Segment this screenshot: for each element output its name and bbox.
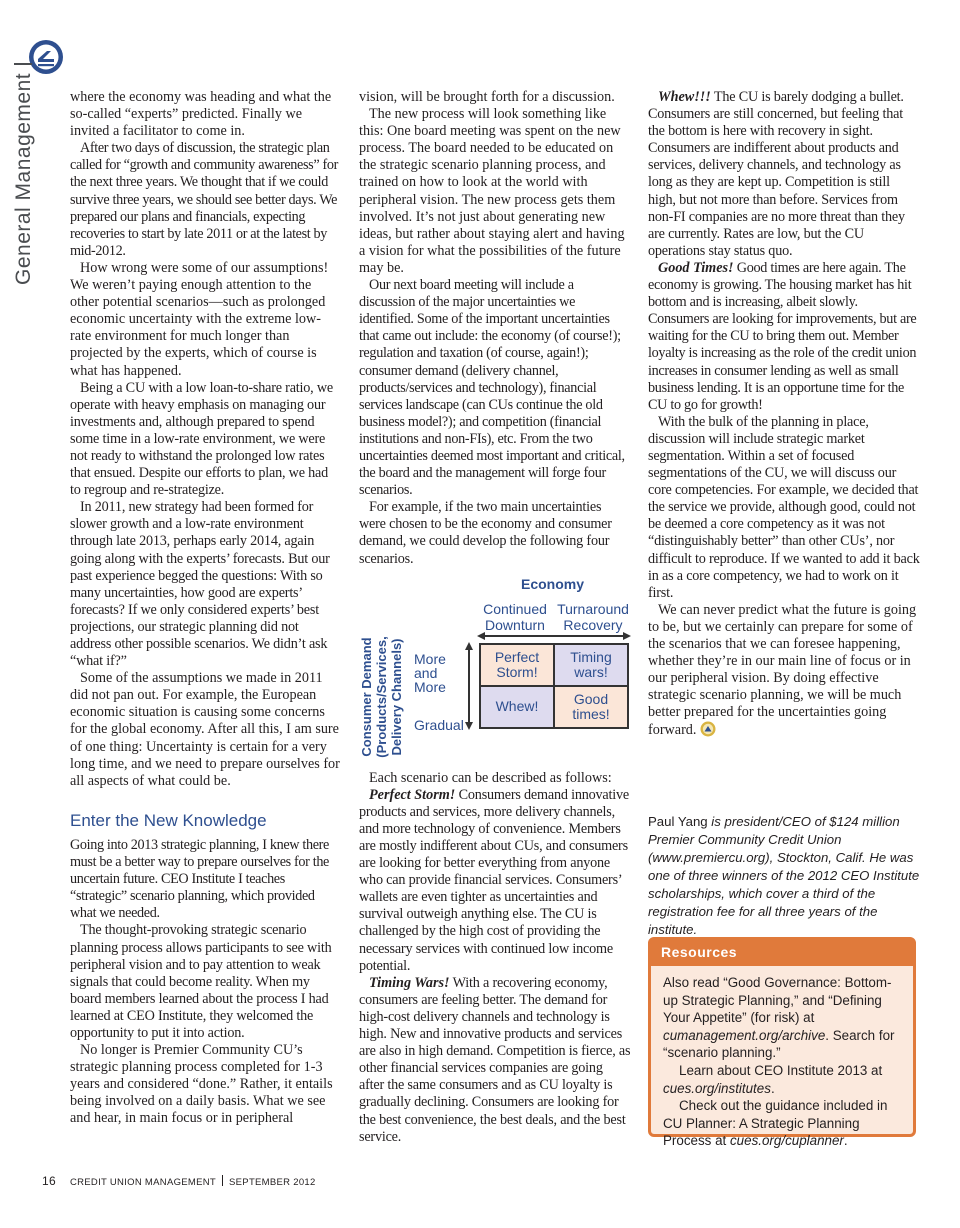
paragraph: The thought-provoking strategic scenario planning process allows participants to see with peripheral vision and to pay attention to weak signals that could become reality. When my board members learned about the process I had learned at CEO Institute, they welcomed the opportunity to put it into action. (70, 922, 332, 1041)
column-2 (359, 89, 631, 1146)
paragraph: vision, will be brought forth for a discussion. (359, 89, 615, 105)
author-bio-text: is president/CEO of $124 million Premier Community Credit Union (www.premiercu.org), Stockton, Calif. He was one of three winners of the 2012 CEO Institute scholarships, which cover a third of the registration fee for all three years of the institute. (648, 814, 920, 937)
paragraph: In 2011, new strategy had been formed for slower growth and a low-rate environment through late 2013, perhaps early 2014, again going along with the experts’ forecasts. But our past experience begged the questions: With so many uncertainties, how good are experts’ forecasts? If we only considered experts’ best projections, our strategic planning did not address other possible scenarios. We didn’t ask “what if?” (70, 499, 330, 670)
paragraph: For example, if the two main uncertainties were chosen to be the economy and consumer demand, we could develop the following four scenarios. (359, 499, 612, 567)
run-in-head: Perfect Storm! (369, 786, 456, 803)
subhead: Enter the New Knowledge (70, 810, 267, 830)
page-number: 16 (42, 1174, 56, 1188)
paragraph: Perfect Storm! Consumers demand innovative products and services, more delivery channels, and more technology of convenience. Members are mostly indifferent about CUs, and consumers are looking for better everything from anyone who can provide financial services. Consumers’ wallets are even tighter as uncertainties and survival outweigh anything else. The CU is challenged by the high cost of providing the necessary services with continued low income potential. (359, 786, 629, 974)
issue-date: SEPTEMBER 2012 (229, 1177, 316, 1188)
paragraph: Timing Wars! With a recovering economy, consumers are feeling better. The demand for high-cost delivery channels and technology is high. New and innovative products and services are also in high demand. Competition is fierce, as other financial services companies are going after the same consumers and as CU loyalty is gradually declining. Consumers are looking for the best convenience, the best deals, and the best service. (359, 974, 631, 1145)
paragraph: No longer is Premier Community CU’s strategic planning process completed for 1-3 years and considered “done.” Rather, it entails being involved on a daily basis. What we see and hear, in main focus or in peripheral (70, 1042, 333, 1127)
cell-good-times: Good times! (555, 687, 627, 727)
paragraph: After two days of discussion, the strategic plan called for “growth and community awareness” for the next three years. We thought that if we could survive three years, we should see better days. We prepared our plans and financials, expecting recoveries to start by late 2011 or at the latest by mid-2012. (70, 140, 338, 259)
author-name: Paul Yang (648, 814, 708, 829)
resource-item: Also read “Good Governance: Bottom-up Strategic Planning,” and “Defining Your Appetite” (for risk) at cumanagement.org/archive. Search for “scenario planning.” (663, 975, 895, 1061)
cell-timing-wars: Timing wars! (555, 645, 627, 685)
author-bio (648, 813, 920, 939)
run-in-head: Whew!!! (658, 89, 711, 105)
matrix-title: Economy (521, 575, 585, 592)
resource-link[interactable]: cues.org/institutes (663, 1080, 771, 1096)
paragraph: We can never predict what the future is going to be, but we certainly can prepare for some of the scenarios that we can foresee happening, whether they’re in our main line of focus or in our peripheral vision. By doing effective strategic scenario planning, we will be much better prepared for the uncertainties going forward. (648, 601, 917, 739)
paragraph: Our next board meeting will include a discussion of the major uncertainties we identified. Some of the important uncertainties that came out include: the economy (of course!); regulation and taxation (of course, again!); consumer demand (delivery channel, products/services and technology), financial services landscape (can CUs continue the old business model?); and competition (financial institutions and non-FIs), etc. From the two uncertainties deemed most important and critical, the board and the management will forge four scenarios. (359, 277, 625, 499)
publication-name: CREDIT UNION MANAGEMENT (69, 1177, 217, 1188)
resources-title: Resources (651, 940, 913, 966)
page-footer (42, 1174, 316, 1188)
matrix-col-downturn: Continued Downturn (483, 600, 547, 633)
resource-link[interactable]: cues.org/cuplanner (729, 1133, 844, 1149)
matrix-divider (479, 685, 629, 687)
column-1 (70, 89, 342, 1128)
section-label: General Management (12, 75, 42, 285)
matrix-row-gradual: Gradual (414, 716, 464, 733)
cell-whew: Whew! (481, 687, 553, 727)
paragraph: With the bulk of the planning in place, discussion will include strategic market segmentation. Within a set of focused segmentations of the CU, we will discuss our core competencies. For example, we decided that the service we provide, although good, could not be deemed a core competency as it was not “distinguishably better” than other CUs’, nor difficult to reproduce. If we wanted to add it back in as a core competency, we had to work on it first. (648, 413, 920, 601)
resource-link[interactable]: cumanagement.org/archive (663, 1027, 826, 1043)
paragraph: Some of the assumptions we made in 2011 did not pan out. For example, the European economic situation is causing some concerns for the global economy. After all this, I am sure of one thing: Uncertainty is certain for a very long time, and we need to prepare ourselves for all aspects of what could be. (70, 670, 340, 789)
run-in-head: Good Times! (658, 259, 734, 276)
matrix-row-more: More and More (414, 650, 446, 695)
scenario-matrix (359, 576, 631, 756)
resource-item: Learn about CEO Institute 2013 at cues.org/institutes. (663, 1062, 883, 1096)
run-in-head: Timing Wars! (369, 974, 450, 991)
paragraph: Going into 2013 strategic planning, I knew there must be a better way to prepare ourselves for the uncertain future. CEO Institute I teaches “strategic” scenario planning, which provided what we needed. (70, 836, 330, 922)
column-3 (648, 89, 920, 740)
paragraph: How wrong were some of our assumptions! We weren’t paying enough attention to the other potential scenarios—such as prolonged economic uncertainty with the extreme low-rate environment for much longer than projected by the experts, which of course is what has happened. (70, 259, 329, 379)
paragraph: Being a CU with a low loan-to-share ratio, we operate with heavy emphasis on managing our investments and, although prepared to spend some time in a low-rate environment, we were not ready to withstand the prolonged low rates that ensued. Despite our efforts to plan, we had to regroup and re-strategize. (70, 379, 334, 499)
resources-box (648, 937, 916, 1149)
matrix-y-axis-label: Consumer Demand (Products/Services, Delivery Channels) (359, 635, 404, 758)
end-mark-icon (700, 721, 716, 737)
cues-logo-icon (27, 38, 65, 76)
cell-perfect-storm: Perfect Storm! (481, 645, 553, 685)
paragraph: The new process will look something like this: One board meeting was spent on the new process. The board needed to be educated on the strategic scenario planning process, and trained on how to look at the world with peripheral vision. The new process gets them involved. It’s not just about generating new ideas, but rather about staying alert and having a vision for what the possibilities of the future may be. (359, 106, 625, 276)
paragraph: Each scenario can be described as follows: (369, 769, 612, 786)
matrix-col-recovery: Turnaround Recovery (557, 600, 629, 633)
resource-item: Check out the guidance included in CU Planner: A Strategic Planning Process at cues.org/cuplanner. (663, 1098, 888, 1149)
paragraph: where the economy was heading and what the so-called “experts” predicted. Finally we invited a facilitator to come in. (70, 89, 332, 140)
paragraph: Whew!!! The CU is barely dodging a bullet. Consumers are still concerned, but feeling that the bottom is here with recovery in sight. Consumers are indifferent about products and services, delivery channels, and technology as long as they are kept up. Competition is still high, but not more than before. Services from non-FI companies are no more threat than they are currently. Rates are low, but the CU operations stay status quo. (648, 89, 905, 259)
paragraph: Good Times! Good times are here again. The economy is growing. The housing market has hit bottom and is increasing, albeit slowly. Consumers are looking for improvements, but are waiting for the CU to bring them out. Member loyalty is increasing as the role of the credit union increases in consumer lending as well as small business lending. It is an opportune time for the CU to go for growth! (648, 259, 917, 413)
